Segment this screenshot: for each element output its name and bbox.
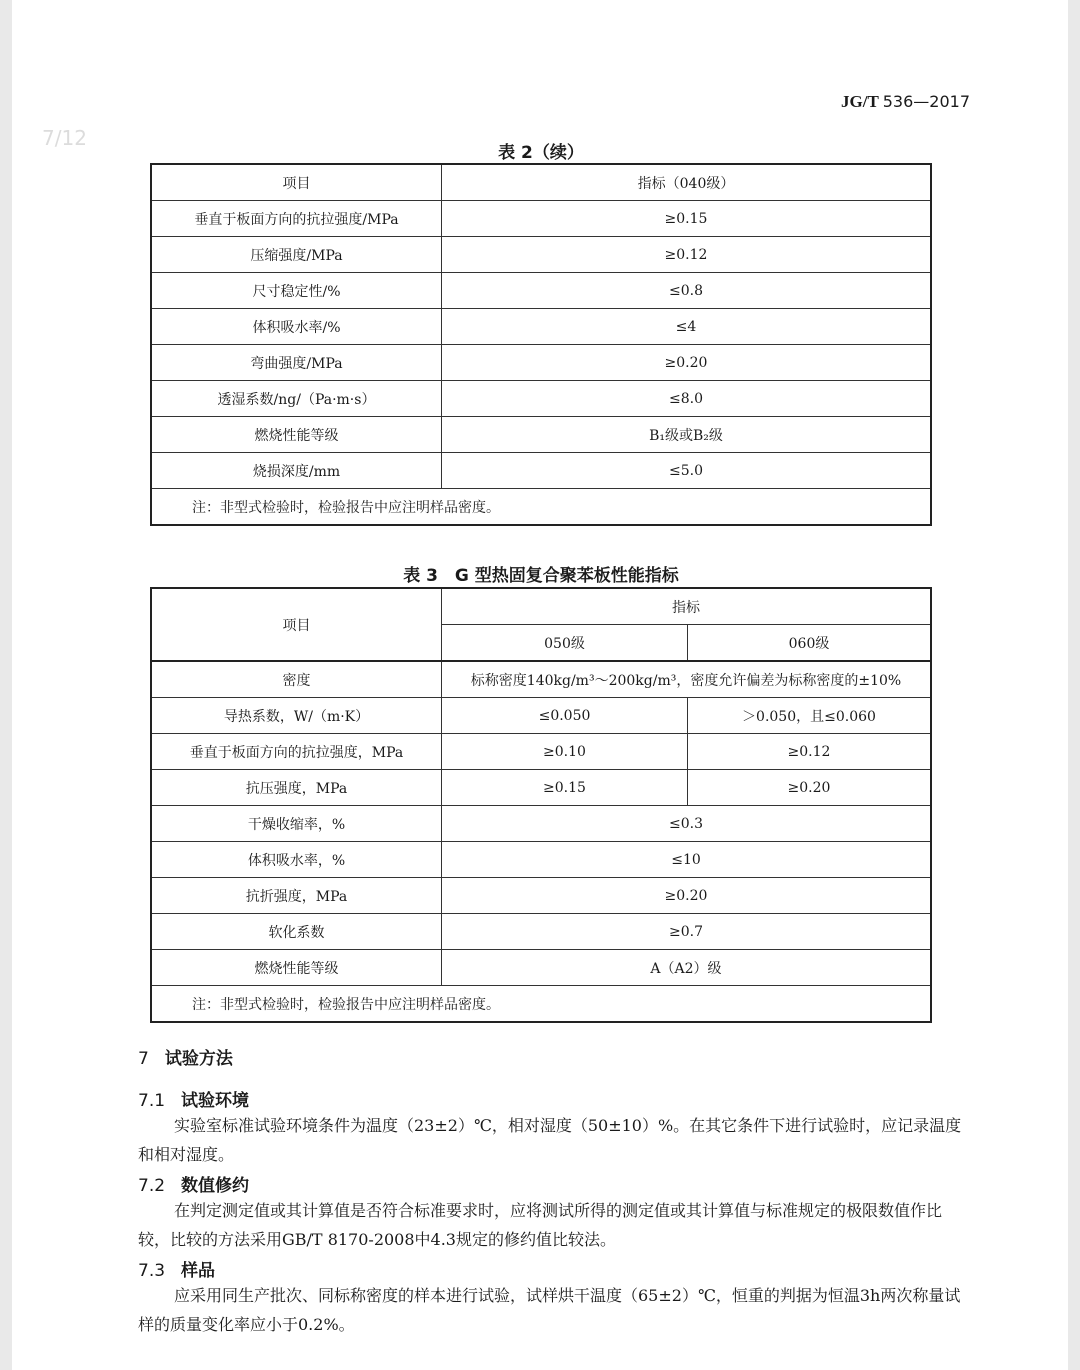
section-7-2-text: 在判定测定值或其计算值是否符合标准要求时，应将测试所得的测定值或其计算值与标准规定的极限数值作比较，比较的方法采用GB/T 8170-2008中4.3规定的修约值比较法。 <box>138 1201 943 1249</box>
table3-value-050: ≤0.050 <box>442 698 688 734</box>
table2-item: 尺寸稳定性/% <box>151 273 442 309</box>
table2-header-item: 项目 <box>151 164 442 201</box>
table3-value: ≤0.3 <box>442 806 932 842</box>
table3-header-row <box>151 588 931 625</box>
table3-grade-060: 060级 <box>688 625 932 662</box>
table3-header-item: 项目 <box>151 588 442 661</box>
table2-value: ≤8.0 <box>442 381 932 417</box>
table2-header-index: 指标（040级） <box>442 164 932 201</box>
table3-grade-050: 050级 <box>442 625 688 662</box>
table3-item: 垂直于板面方向的抗拉强度，MPa <box>151 734 442 770</box>
table-row <box>151 345 931 381</box>
table-row <box>151 770 931 806</box>
section-7-1-heading <box>138 1086 249 1111</box>
table2-item: 烧损深度/mm <box>151 453 442 489</box>
section-7-2-heading <box>138 1171 249 1196</box>
section-number: 7.3 <box>138 1261 166 1281</box>
table3-value-050: ≥0.10 <box>442 734 688 770</box>
table-row <box>151 914 931 950</box>
table3-value-060: ＞0.050，且≤0.060 <box>688 698 932 734</box>
table3-value: ≥0.7 <box>442 914 932 950</box>
table-row <box>151 661 931 698</box>
table3-note-row <box>151 986 931 1023</box>
table2-value: ≥0.12 <box>442 237 932 273</box>
table-row <box>151 201 931 237</box>
section-7-3-text: 应采用同生产批次、同标称密度的样本进行试验，试样烘干温度（65±2）℃，恒重的判据为恒温3h两次称量试样的质量变化率应小于0.2%。 <box>138 1286 961 1334</box>
table3-item: 软化系数 <box>151 914 442 950</box>
table2-value: ≤4 <box>442 309 932 345</box>
table3-value: A（A2）级 <box>442 950 932 986</box>
table2-item: 弯曲强度/MPa <box>151 345 442 381</box>
table-row <box>151 806 931 842</box>
table2-note: 注：非型式检验时，检验报告中应注明样品密度。 <box>151 489 931 526</box>
table-row <box>151 237 931 273</box>
table-row <box>151 417 931 453</box>
table3-item: 干燥收缩率，% <box>151 806 442 842</box>
table3 <box>150 587 932 1023</box>
table3-value: ≤10 <box>442 842 932 878</box>
table3-item: 密度 <box>151 661 442 698</box>
table-row <box>151 453 931 489</box>
table2 <box>150 163 932 526</box>
table-row <box>151 309 931 345</box>
table3-item: 抗折强度，MPa <box>151 878 442 914</box>
table-row <box>151 842 931 878</box>
section-number: 7.1 <box>138 1091 166 1111</box>
table-row <box>151 734 931 770</box>
table2-value: ≤0.8 <box>442 273 932 309</box>
table3-header-index: 指标 <box>442 588 932 625</box>
table2-caption: 表 2（续） <box>498 143 584 163</box>
table-row <box>151 273 931 309</box>
table-row <box>151 698 931 734</box>
table2-header-row <box>151 164 931 201</box>
table3-caption: 表 3 G 型热固复合聚苯板性能指标 <box>403 566 679 586</box>
table2-item: 透湿系数/ng/（Pa·m·s） <box>151 381 442 417</box>
table3-item: 抗压强度，MPa <box>151 770 442 806</box>
table3-note: 注：非型式检验时，检验报告中应注明样品密度。 <box>151 986 931 1023</box>
section-number: 7.2 <box>138 1176 166 1196</box>
section-title: 试验环境 <box>181 1091 250 1111</box>
table-row <box>151 381 931 417</box>
section-7-3-heading <box>138 1256 215 1281</box>
table2-value: ≥0.15 <box>442 201 932 237</box>
section-title: 数值修约 <box>181 1176 250 1196</box>
table2-value: ≤5.0 <box>442 453 932 489</box>
section-title: 试验方法 <box>164 1049 233 1069</box>
page-indicator: 7/12 <box>42 126 87 150</box>
standard-number: 536—2017 <box>882 92 970 111</box>
section-number: 7 <box>138 1049 149 1069</box>
section-7-heading <box>138 1044 233 1069</box>
table2-note-row <box>151 489 931 526</box>
section-title: 样品 <box>181 1261 216 1281</box>
standard-header <box>841 92 970 112</box>
section-7-1-text: 实验室标准试验环境条件为温度（23±2）℃，相对湿度（50±10）%。在其它条件下进行试验时，应记录温度和相对湿度。 <box>138 1116 962 1164</box>
table3-value-050: ≥0.15 <box>442 770 688 806</box>
table2-item: 压缩强度/MPa <box>151 237 442 273</box>
table3-value-060: ≥0.12 <box>688 734 932 770</box>
table3-item: 导热系数，W/（m·K） <box>151 698 442 734</box>
table2-value: B₁级或B₂级 <box>442 417 932 453</box>
table3-value: 标称密度140kg/m³～200kg/m³，密度允许偏差为标称密度的±10% <box>442 661 932 698</box>
table2-item: 体积吸水率/% <box>151 309 442 345</box>
table-row <box>151 950 931 986</box>
table3-item: 体积吸水率，% <box>151 842 442 878</box>
table2-item: 垂直于板面方向的抗拉强度/MPa <box>151 201 442 237</box>
standard-prefix: JG/T <box>841 92 879 111</box>
table3-value-060: ≥0.20 <box>688 770 932 806</box>
table3-value: ≥0.20 <box>442 878 932 914</box>
table-row <box>151 878 931 914</box>
table3-item: 燃烧性能等级 <box>151 950 442 986</box>
table2-item: 燃烧性能等级 <box>151 417 442 453</box>
table2-value: ≥0.20 <box>442 345 932 381</box>
